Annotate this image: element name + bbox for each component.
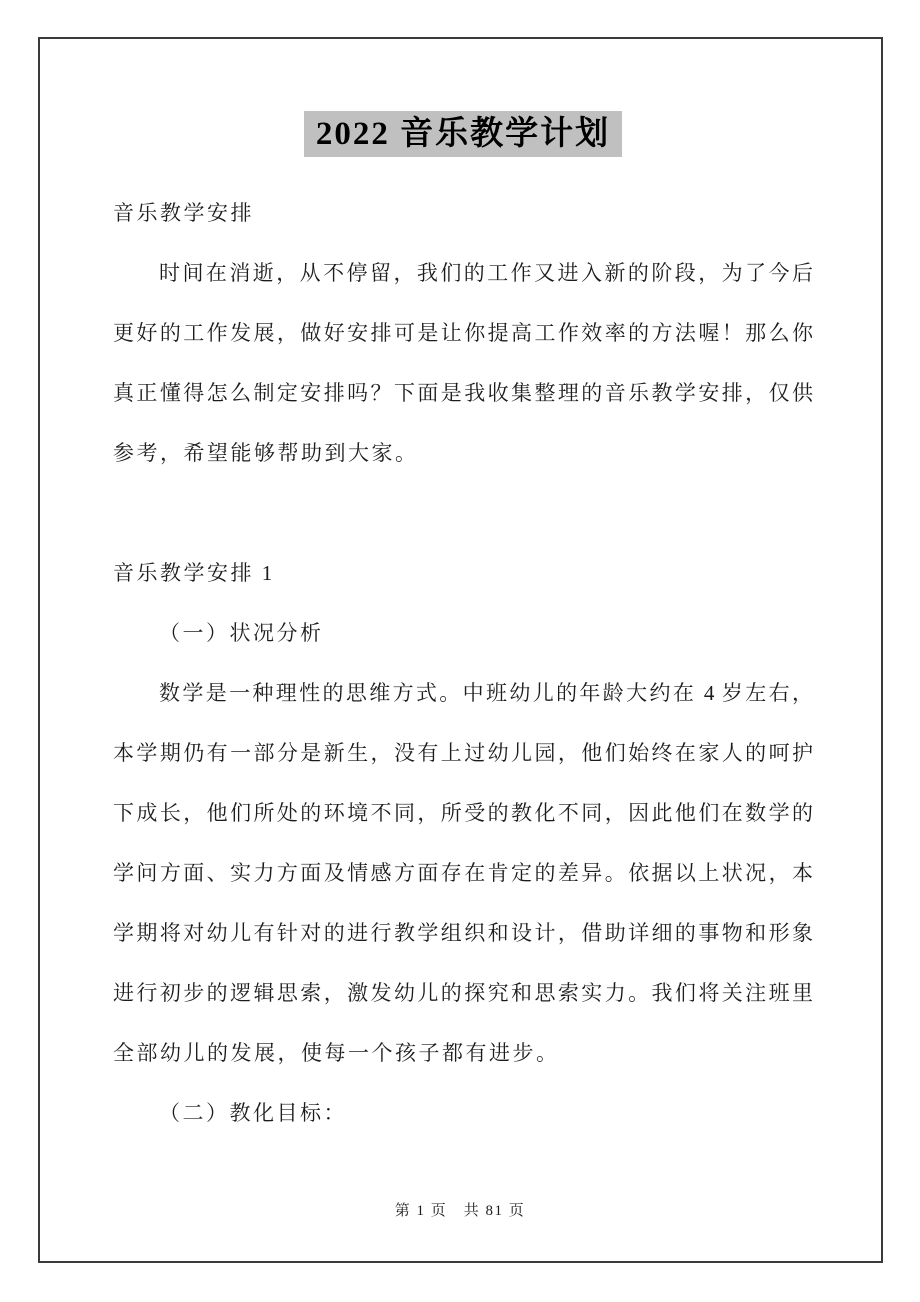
text-line: 全部幼儿的发展，使每一个孩子都有进步。 [113,1041,560,1065]
text-line: （一）状况分析 [159,621,324,645]
text-line: 音乐教学安排 1 [113,561,275,585]
footer-page-indicator: 第 1 页 共 81 页 [394,1203,526,1219]
title-row [113,111,813,157]
text-line: 学期将对幼儿有针对的进行教学组织和设计，借助详细的事物和形象 [113,921,813,945]
text-line: 真正懂得怎么制定安排吗？下面是我收集整理的音乐教学安排，仅供 [113,381,813,405]
text-line: 下成长，他们所处的环境不同，所受的教化不同，因此他们在数学的 [113,801,813,825]
text-line: 音乐教学安排 [113,201,254,225]
text-line: 数学是一种理性的思维方式。中班幼儿的年龄大约在 4 岁左右， [159,681,813,705]
text-line: 参考，希望能够帮助到大家。 [113,441,419,465]
text-line: 本学期仍有一部分是新生，没有上过幼儿园，他们始终在家人的呵护 [113,741,813,765]
text-line: 进行初步的逻辑思索，激发幼儿的探究和思索实力。我们将关注班里 [113,981,813,1005]
text-line: 更好的工作发展，做好安排可是让你提高工作效率的方法喔！那么你 [113,321,813,345]
text-line: 时间在消逝，从不停留，我们的工作又进入新的阶段，为了今后 [159,261,813,285]
blank-line [113,483,813,543]
text-line: 学问方面、实力方面及情感方面存在肯定的差异。依据以上状况，本 [113,861,813,885]
document-body [113,183,813,1143]
text-line: （二）教化目标： [159,1101,347,1125]
page-title: 2022 音乐教学计划 [304,111,622,157]
